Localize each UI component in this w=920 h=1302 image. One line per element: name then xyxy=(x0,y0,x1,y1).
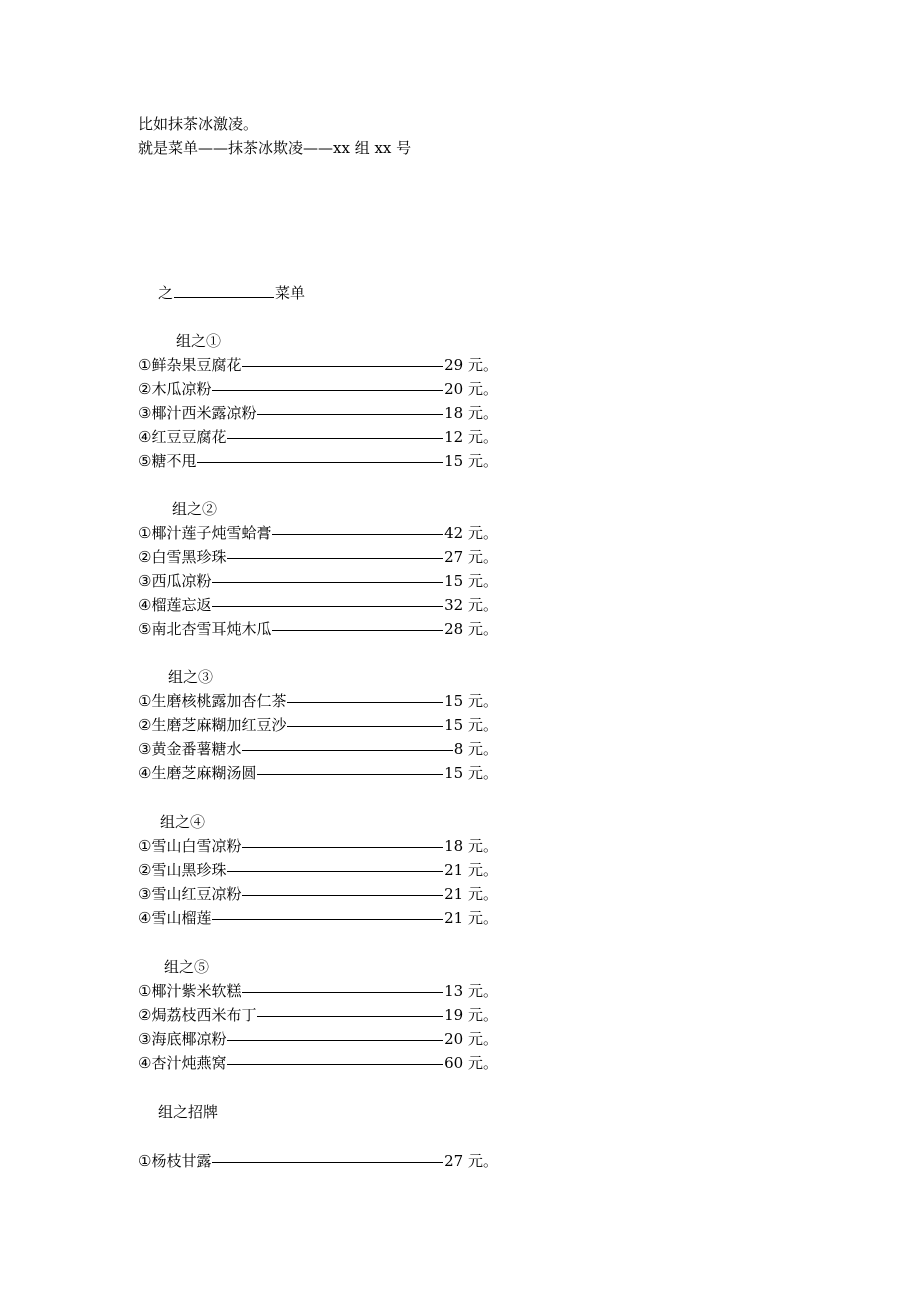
intro-line-2: 就是菜单——抹茶冰欺凌——xx 组 xx 号 xyxy=(138,139,412,157)
item-name: 雪山白雪凉粉 xyxy=(151,837,242,855)
leader-line xyxy=(212,919,443,920)
menu-item xyxy=(138,619,498,639)
menu-title-blank xyxy=(174,283,274,298)
item-name: 生磨核桃露加杏仁茶 xyxy=(151,692,287,710)
menu-item xyxy=(138,1005,498,1025)
item-price: 32 元。 xyxy=(444,596,498,614)
item-number: ① xyxy=(138,524,152,542)
menu-item xyxy=(138,547,498,567)
item-name: 椰汁西米露凉粉 xyxy=(151,404,257,422)
leader-line xyxy=(242,847,443,848)
leader-line xyxy=(227,1040,443,1041)
item-price: 60 元。 xyxy=(444,1054,498,1072)
item-number: ① xyxy=(138,692,152,710)
menu-item xyxy=(138,379,498,399)
item-price: 20 元。 xyxy=(444,1030,498,1048)
menu-title-prefix: 之 xyxy=(158,284,174,302)
item-price: 21 元。 xyxy=(444,885,498,903)
item-name: 生磨芝麻糊汤圆 xyxy=(151,764,257,782)
item-name: 雪山红豆凉粉 xyxy=(151,885,242,903)
item-number: ② xyxy=(138,716,152,734)
menu-title xyxy=(158,283,305,303)
item-price: 20 元。 xyxy=(444,380,498,398)
leader-line xyxy=(272,630,443,631)
menu-item xyxy=(138,763,498,783)
menu-item xyxy=(138,739,498,759)
item-number: ④ xyxy=(138,909,152,927)
item-price: 29 元。 xyxy=(444,356,498,374)
item-number: ① xyxy=(138,1152,152,1170)
leader-line xyxy=(272,534,443,535)
item-name: 黄金番薯糖水 xyxy=(151,740,242,758)
item-price: 15 元。 xyxy=(444,572,498,590)
group-heading: 组之① xyxy=(176,332,222,350)
item-name: 椰汁莲子炖雪蛤膏 xyxy=(151,524,272,542)
item-number: ④ xyxy=(138,596,152,614)
item-number: ② xyxy=(138,548,152,566)
item-price: 21 元。 xyxy=(444,861,498,879)
leader-line xyxy=(197,462,443,463)
item-price: 13 元。 xyxy=(444,982,498,1000)
item-number: ① xyxy=(138,837,152,855)
leader-line xyxy=(242,992,443,993)
item-price: 15 元。 xyxy=(444,764,498,782)
item-number: ③ xyxy=(138,1030,152,1048)
item-number: ④ xyxy=(138,764,152,782)
item-number: ⑤ xyxy=(138,452,152,470)
menu-item xyxy=(138,1053,498,1073)
item-name: 杨枝甘露 xyxy=(151,1152,212,1170)
item-number: ① xyxy=(138,982,152,1000)
menu-item xyxy=(138,884,498,904)
group-heading: 组之⑤ xyxy=(164,958,210,976)
item-price: 15 元。 xyxy=(444,692,498,710)
item-name: 红豆豆腐花 xyxy=(151,428,227,446)
item-name: 杏汁炖燕窝 xyxy=(151,1054,227,1072)
menu-item xyxy=(138,571,498,591)
item-number: ③ xyxy=(138,885,152,903)
item-price: 27 元。 xyxy=(444,1152,498,1170)
item-name: 西瓜凉粉 xyxy=(151,572,212,590)
item-number: ④ xyxy=(138,1054,152,1072)
item-name: 南北杏雪耳炖木瓜 xyxy=(151,620,272,638)
group-heading: 组之② xyxy=(172,500,218,518)
leader-line xyxy=(212,1162,443,1163)
item-price: 12 元。 xyxy=(444,428,498,446)
menu-item xyxy=(138,836,498,856)
item-number: ③ xyxy=(138,404,152,422)
item-number: ④ xyxy=(138,428,152,446)
leader-line xyxy=(227,871,443,872)
menu-title-suffix: 菜单 xyxy=(275,284,306,302)
item-price: 18 元。 xyxy=(444,404,498,422)
menu-item xyxy=(138,981,498,1001)
leader-line xyxy=(227,438,443,439)
menu-item xyxy=(138,1151,498,1171)
group-heading: 组之③ xyxy=(168,668,214,686)
item-price: 18 元。 xyxy=(444,837,498,855)
leader-line xyxy=(287,702,443,703)
item-number: ① xyxy=(138,356,152,374)
item-name: 椰汁紫米软糕 xyxy=(151,982,242,1000)
item-price: 21 元。 xyxy=(444,909,498,927)
leader-line xyxy=(242,895,443,896)
menu-item xyxy=(138,451,498,471)
item-price: 19 元。 xyxy=(444,1006,498,1024)
item-name: 海底椰凉粉 xyxy=(151,1030,227,1048)
group-heading: 组之招牌 xyxy=(158,1103,219,1121)
leader-line xyxy=(242,366,443,367)
item-name: 榴莲忘返 xyxy=(151,596,212,614)
item-price: 15 元。 xyxy=(444,716,498,734)
intro-line-1: 比如抹茶冰激凌。 xyxy=(138,115,259,133)
item-price: 42 元。 xyxy=(444,524,498,542)
item-price: 27 元。 xyxy=(444,548,498,566)
menu-item xyxy=(138,715,498,735)
item-number: ⑤ xyxy=(138,620,152,638)
leader-line xyxy=(257,1016,443,1017)
item-name: 糖不甩 xyxy=(151,452,197,470)
group-heading: 组之④ xyxy=(160,813,206,831)
item-name: 雪山黑珍珠 xyxy=(151,861,227,879)
menu-item xyxy=(138,691,498,711)
item-name: 鲜杂果豆腐花 xyxy=(151,356,242,374)
item-name: 焗荔枝西米布丁 xyxy=(151,1006,257,1024)
item-name: 白雪黑珍珠 xyxy=(151,548,227,566)
leader-line xyxy=(227,558,443,559)
menu-item xyxy=(138,523,498,543)
leader-line xyxy=(212,606,443,607)
item-number: ③ xyxy=(138,572,152,590)
leader-line xyxy=(212,582,443,583)
menu-item xyxy=(138,595,498,615)
item-number: ② xyxy=(138,861,152,879)
item-number: ② xyxy=(138,1006,152,1024)
item-number: ③ xyxy=(138,740,152,758)
leader-line xyxy=(242,750,452,751)
item-price: 8 元。 xyxy=(453,740,498,758)
leader-line xyxy=(212,390,443,391)
menu-item xyxy=(138,355,498,375)
leader-line xyxy=(257,774,443,775)
menu-item xyxy=(138,1029,498,1049)
leader-line xyxy=(257,414,443,415)
leader-line xyxy=(287,726,443,727)
item-name: 生磨芝麻糊加红豆沙 xyxy=(151,716,287,734)
menu-item xyxy=(138,403,498,423)
menu-item xyxy=(138,908,498,928)
menu-item xyxy=(138,427,498,447)
item-name: 木瓜凉粉 xyxy=(151,380,212,398)
item-price: 28 元。 xyxy=(444,620,498,638)
item-price: 15 元。 xyxy=(444,452,498,470)
leader-line xyxy=(227,1064,443,1065)
menu-item xyxy=(138,860,498,880)
item-number: ② xyxy=(138,380,152,398)
item-name: 雪山榴莲 xyxy=(151,909,212,927)
